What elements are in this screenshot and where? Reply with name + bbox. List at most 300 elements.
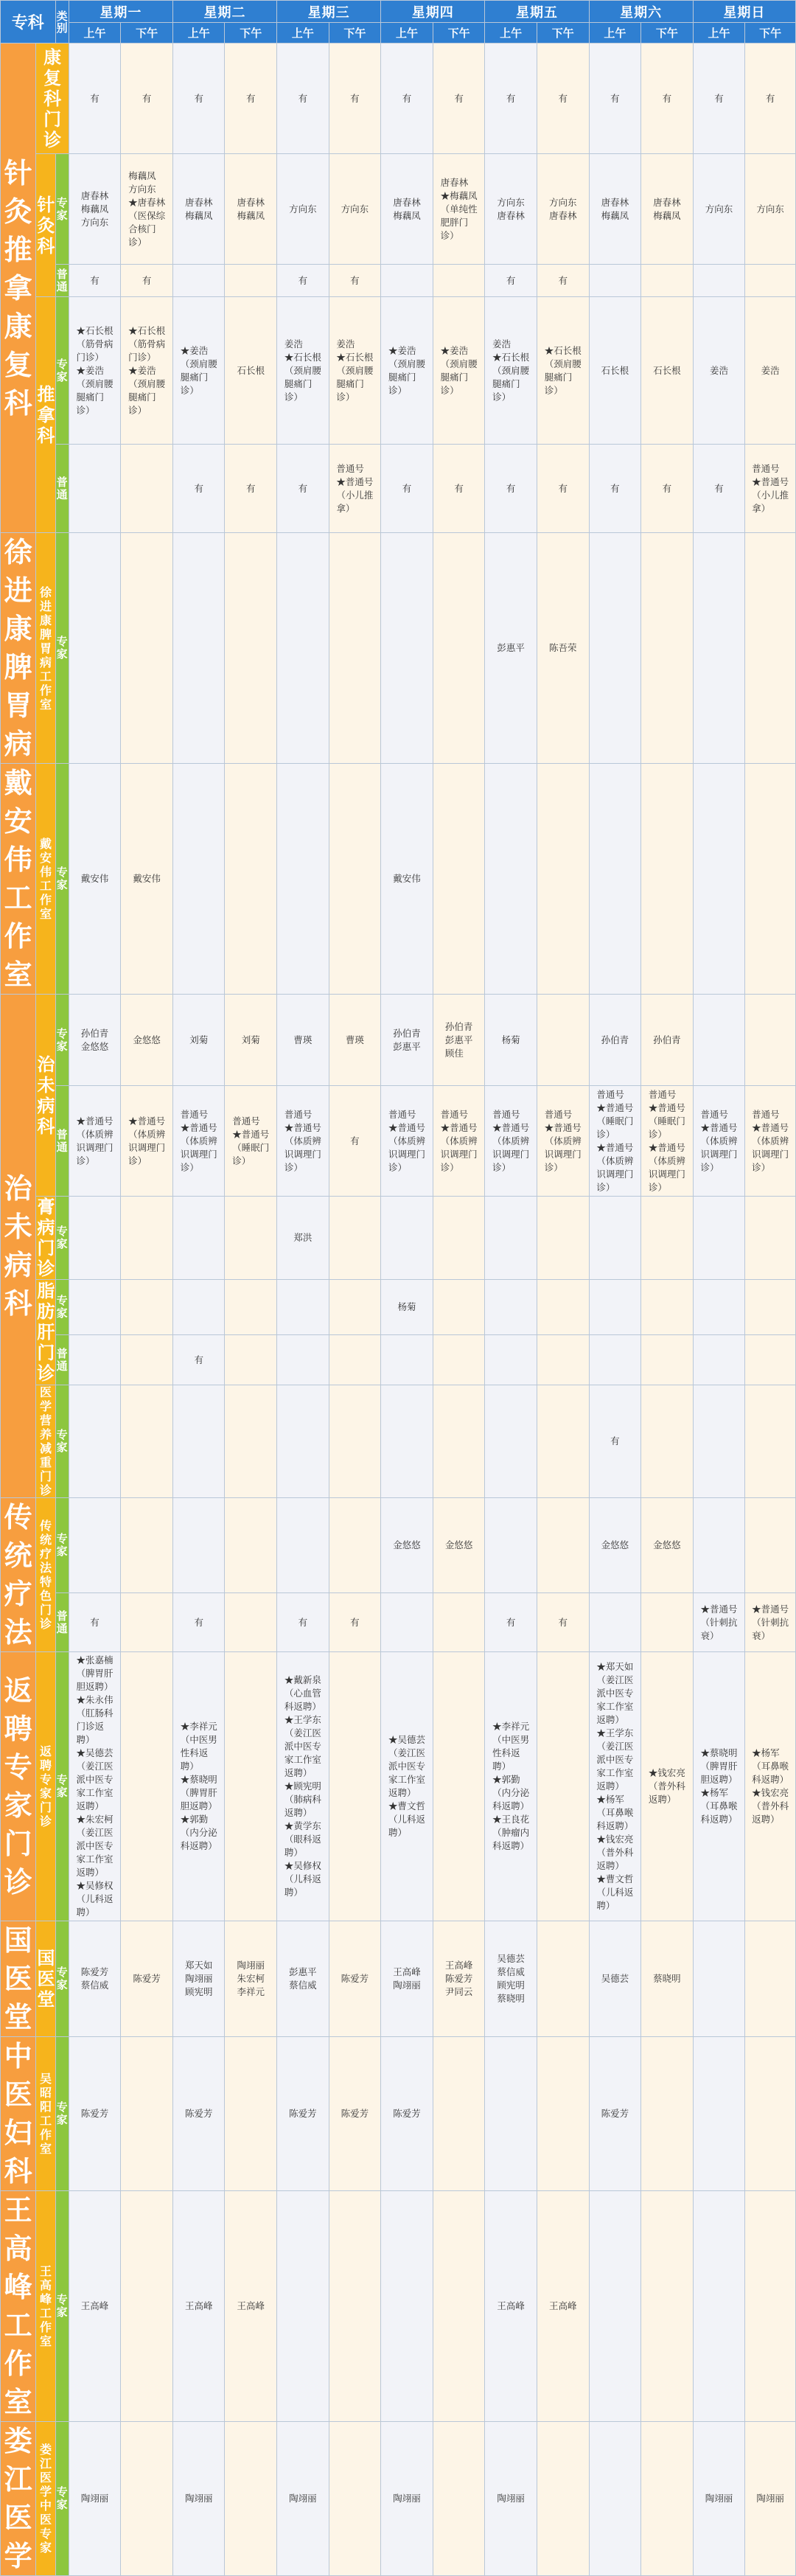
visit-type-label <box>55 1593 69 1652</box>
day-header: 星期六 <box>589 1 693 23</box>
schedule-cell-text: ★石长根 （筋骨病 门诊） ★姜浩 （颈肩腰 腿痛门 诊） <box>76 324 114 416</box>
schedule-cell <box>277 1498 329 1593</box>
schedule-cell-text: 有 <box>298 274 308 286</box>
schedule-cell <box>277 1652 329 1921</box>
day-header: 星期日 <box>693 1 795 23</box>
day-header: 星期四 <box>381 1 485 23</box>
schedule-cell <box>745 1335 796 1385</box>
schedule-row <box>1 265 796 297</box>
schedule-cell <box>69 995 121 1086</box>
schedule-cell-text: 有 <box>350 274 360 286</box>
schedule-cell-text: 彭惠平 <box>497 642 525 653</box>
am-header: 上午 <box>69 23 121 43</box>
schedule-cell-text: 有 <box>194 1354 203 1365</box>
schedule-row <box>1 1197 796 1280</box>
schedule-cell <box>693 445 745 533</box>
schedule-cell <box>329 1086 381 1197</box>
schedule-cell <box>745 2422 796 2576</box>
schedule-cell-text: 普通号 ★普通号 （小儿推 拿） <box>336 462 374 514</box>
schedule-cell <box>641 1385 694 1498</box>
schedule-cell-text: 孙伯青 彭惠平 <box>393 1027 421 1052</box>
visit-type-label <box>55 764 69 995</box>
schedule-cell-text: 王高峰 <box>237 2300 265 2311</box>
schedule-cell <box>277 2037 329 2191</box>
schedule-cell <box>225 43 277 154</box>
schedule-cell <box>121 1593 173 1652</box>
schedule-cell <box>641 1280 694 1335</box>
schedule-cell-text: 有 <box>350 1616 360 1628</box>
schedule-cell-text: ★李祥元 （中医男 性科返 聘） ★郭勤 （内分泌 科返聘） ★王良花 （肿瘤内 科返聘） <box>492 1721 530 1851</box>
schedule-cell-text: 石长根 <box>601 364 629 376</box>
schedule-row <box>1 297 796 445</box>
schedule-cell <box>225 1498 277 1593</box>
schedule-cell-text: 普通号 ★普通号 （体质辨 识调理门 诊） <box>544 1108 582 1173</box>
visit-type-label <box>55 297 69 445</box>
schedule-cell <box>277 297 329 445</box>
schedule-cell <box>537 43 589 154</box>
subclinic-label <box>36 1498 55 1652</box>
department-label <box>1 1652 36 1921</box>
schedule-cell <box>537 1593 589 1652</box>
schedule-cell-text: 金悠悠 <box>653 1539 681 1551</box>
schedule-cell <box>745 1385 796 1498</box>
schedule-cell <box>693 1652 745 1921</box>
schedule-cell <box>537 2422 589 2576</box>
schedule-cell-text: 有 <box>610 482 620 494</box>
schedule-cell <box>641 1652 694 1921</box>
schedule-cell <box>693 1086 745 1197</box>
schedule-cell-text: 刘菊 <box>241 1034 260 1045</box>
visit-type-label <box>55 2037 69 2191</box>
schedule-cell-text: ★杨军 （耳鼻喉 科返聘） ★钱宏亮 （普外科 返聘） <box>752 1747 789 1825</box>
schedule-cell <box>433 297 485 445</box>
schedule-cell-text: 有 <box>350 1135 360 1146</box>
schedule-cell <box>121 1197 173 1280</box>
schedule-cell <box>641 1593 694 1652</box>
schedule-cell <box>381 1921 433 2037</box>
schedule-cell <box>589 995 641 1086</box>
schedule-cell <box>225 1652 277 1921</box>
schedule-cell <box>329 445 381 533</box>
schedule-cell <box>537 1086 589 1197</box>
schedule-cell <box>277 1921 329 2037</box>
visit-type-text: 专家 <box>56 2485 68 2511</box>
schedule-cell <box>329 265 381 297</box>
schedule-cell <box>329 43 381 154</box>
schedule-cell <box>745 154 796 265</box>
schedule-cell <box>485 43 537 154</box>
schedule-cell-text: 姜浩 <box>761 364 780 376</box>
schedule-cell-text: ★蔡晓明 （脾胃肝 胆返聘） ★杨军 （耳鼻喉 科返聘） <box>700 1747 738 1825</box>
schedule-cell <box>121 154 173 265</box>
schedule-cell-text: 王高峰 <box>497 2300 525 2311</box>
visit-type-label <box>55 154 69 265</box>
schedule-cell-text: 普通号 ★普通号 （体质辨 识调理门 诊） <box>388 1108 426 1173</box>
schedule-cell <box>69 1385 121 1498</box>
schedule-cell <box>485 995 537 1086</box>
schedule-cell <box>485 445 537 533</box>
schedule-cell <box>485 2037 537 2191</box>
schedule-cell-text: 唐春林 梅藕凤 <box>237 196 265 221</box>
schedule-cell <box>485 1593 537 1652</box>
schedule-cell <box>225 265 277 297</box>
schedule-cell-text: 普通号 ★普通号 （体质辨 识调理门 诊） <box>180 1108 217 1173</box>
schedule-cell <box>225 1197 277 1280</box>
visit-type-text: 专家 <box>56 1294 68 1320</box>
schedule-cell <box>745 445 796 533</box>
schedule-cell <box>537 2191 589 2422</box>
schedule-cell <box>745 764 796 995</box>
schedule-cell <box>277 995 329 1086</box>
schedule-cell <box>745 1593 796 1652</box>
schedule-cell <box>69 154 121 265</box>
schedule-cell <box>745 43 796 154</box>
subclinic-label-text: 传统疗法特色门诊 <box>39 1519 52 1631</box>
visit-type-label <box>55 1652 69 1921</box>
schedule-cell-text: 王高峰 <box>80 2300 109 2311</box>
schedule-cell <box>69 1498 121 1593</box>
schedule-cell <box>589 1385 641 1498</box>
schedule-cell <box>433 1086 485 1197</box>
schedule-cell-text: 方向东 唐春林 <box>548 196 577 221</box>
schedule-cell-text: 有 <box>142 92 152 104</box>
schedule-cell <box>172 1086 225 1197</box>
schedule-cell <box>329 1335 381 1385</box>
schedule-cell-text: 吴德芸 <box>601 1973 629 1984</box>
schedule-cell-text: 有 <box>506 274 516 286</box>
subclinic-label-text: 膏病门诊 <box>37 1197 55 1279</box>
department-label <box>1 1498 36 1652</box>
visit-type-text: 专家 <box>56 866 68 891</box>
schedule-cell-text: 陶翊丽 <box>756 2493 784 2504</box>
schedule-cell <box>641 445 694 533</box>
department-label <box>1 995 36 1498</box>
schedule-cell <box>121 297 173 445</box>
visit-type-label <box>55 1498 69 1593</box>
schedule-cell-text: 有 <box>142 274 152 286</box>
schedule-cell <box>537 533 589 764</box>
visit-type-text: 专家 <box>56 1532 68 1559</box>
schedule-cell-text: 陈爱芳 蔡信威 <box>80 1966 109 1991</box>
schedule-cell <box>277 154 329 265</box>
visit-type-label <box>55 2422 69 2576</box>
visit-type-text: 专家 <box>56 357 68 383</box>
schedule-cell-text: 方向东 <box>289 203 317 215</box>
schedule-cell-text: 姜浩 <box>709 364 728 376</box>
schedule-cell <box>381 764 433 995</box>
schedule-cell <box>121 1335 173 1385</box>
schedule-cell <box>693 995 745 1086</box>
schedule-cell-text: 唐春林 ★梅藕凤 （单纯性 肥胖门 诊） <box>440 176 478 241</box>
visit-type-label <box>55 1280 69 1335</box>
schedule-cell <box>381 1498 433 1593</box>
schedule-cell-text: 陈爱芳 <box>184 2108 213 2119</box>
schedule-cell <box>485 265 537 297</box>
schedule-cell-text: 陈爱芳 <box>133 1973 161 1984</box>
schedule-cell <box>172 1652 225 1921</box>
schedule-cell <box>641 1197 694 1280</box>
schedule-cell <box>641 1921 694 2037</box>
schedule-cell-text: 普通号 ★普通号 （睡眠门 诊） ★普通号 （体质辨 识调理门 诊） <box>596 1088 634 1193</box>
schedule-cell <box>172 1335 225 1385</box>
schedule-cell <box>329 154 381 265</box>
schedule-cell <box>277 1385 329 1498</box>
schedule-cell <box>69 2037 121 2191</box>
schedule-cell-text: ★张嘉楠 （脾胃肝 胆返聘） ★朱永伟 （肛肠科 门诊返 聘） ★吴德芸 （姜江医 派中医专 家工作室 返聘） ★朱宏柯 （姜江医 派中医专 家工作室 返聘） ★吴修权 （儿科返 聘） <box>76 1654 114 1918</box>
schedule-cell-text: 姜浩 ★石长根 （颈肩腰 腿痛门 诊） <box>492 338 530 403</box>
schedule-cell-text: 有 <box>662 92 672 104</box>
day-header: 星期三 <box>277 1 381 23</box>
schedule-cell <box>693 1335 745 1385</box>
schedule-cell <box>277 43 329 154</box>
schedule-cell-text: ★普通号 （针刺抗 衰） <box>752 1603 789 1641</box>
schedule-cell <box>537 265 589 297</box>
schedule-cell-text: 普通号 ★普通号 （体质辨 识调理门 诊） <box>492 1108 530 1173</box>
schedule-row <box>1 1593 796 1652</box>
schedule-cell <box>485 1086 537 1197</box>
schedule-cell <box>381 2037 433 2191</box>
schedule-cell <box>693 43 745 154</box>
schedule-cell <box>745 1652 796 1921</box>
schedule-cell-text: 陶翊丽 朱宏柯 李祥元 <box>237 1960 265 1997</box>
schedule-cell-text: 蔡晓明 <box>653 1973 681 1984</box>
schedule-cell <box>641 2037 694 2191</box>
schedule-cell-text: 有 <box>90 274 100 286</box>
schedule-cell <box>433 43 485 154</box>
subclinic-label-text: 吴昭阳工作室 <box>39 2072 52 2156</box>
schedule-cell <box>537 1652 589 1921</box>
schedule-cell-text: 普通号 ★普通号 （睡眠门 诊） <box>232 1115 270 1166</box>
schedule-cell <box>172 297 225 445</box>
schedule-cell-text: 王高峰 陶翊丽 <box>393 1966 421 1991</box>
schedule-cell <box>745 1197 796 1280</box>
schedule-cell <box>537 1385 589 1498</box>
visit-type-label <box>55 1921 69 2037</box>
schedule-cell-text: 有 <box>454 482 464 494</box>
schedule-cell-text: 有 <box>298 482 308 494</box>
schedule-cell-text: ★普通号 （体质辨 识调理门 诊） <box>76 1115 114 1166</box>
schedule-cell <box>172 2422 225 2576</box>
am-header: 上午 <box>485 23 537 43</box>
schedule-cell <box>485 2422 537 2576</box>
subclinic-label-text: 治未病科 <box>37 1054 55 1137</box>
schedule-cell <box>69 533 121 764</box>
schedule-cell-text: 有 <box>506 1616 516 1628</box>
schedule-cell <box>381 154 433 265</box>
schedule-cell <box>433 1498 485 1593</box>
schedule-cell <box>121 1280 173 1335</box>
visit-type-label <box>55 2191 69 2422</box>
visit-type-label <box>55 265 69 297</box>
schedule-cell <box>381 43 433 154</box>
schedule-cell <box>225 1593 277 1652</box>
subclinic-label-text: 脂肪肝门诊 <box>37 1281 55 1384</box>
schedule-cell-text: 金悠悠 <box>601 1539 629 1551</box>
schedule-cell <box>381 1652 433 1921</box>
visit-type-label <box>55 533 69 764</box>
schedule-row <box>1 2191 796 2422</box>
schedule-body <box>1 43 796 2576</box>
department-label <box>1 2191 36 2422</box>
visit-type-text: 普通 <box>56 1609 68 1635</box>
department-label-text: 返聘专家门诊 <box>4 1674 32 1898</box>
schedule-cell <box>69 1086 121 1197</box>
schedule-cell <box>329 1498 381 1593</box>
schedule-cell <box>589 764 641 995</box>
pm-header: 下午 <box>745 23 796 43</box>
visit-type-label <box>55 995 69 1086</box>
department-label-text: 国医堂 <box>4 1924 32 2033</box>
visit-type-label <box>55 445 69 533</box>
schedule-cell <box>589 1280 641 1335</box>
schedule-cell <box>485 533 537 764</box>
schedule-cell <box>693 1385 745 1498</box>
schedule-cell-text: ★钱宏亮 （普外科 返聘） <box>648 1767 685 1805</box>
department-label <box>1 764 36 995</box>
schedule-cell-text: 彭惠平 蔡信威 <box>289 1966 317 1991</box>
schedule-cell-text: 有 <box>350 92 360 104</box>
visit-type-text: 专家 <box>56 2293 68 2319</box>
schedule-cell <box>225 1086 277 1197</box>
visit-type-text: 专家 <box>56 635 68 661</box>
schedule-cell-text: 普通号 ★普通号 （小儿推 拿） <box>752 462 789 514</box>
schedule-cell <box>485 1652 537 1921</box>
subclinic-label <box>36 1385 55 1498</box>
schedule-cell <box>381 2422 433 2576</box>
schedule-cell <box>537 1921 589 2037</box>
schedule-cell-text: 有 <box>506 92 516 104</box>
schedule-cell-text: 石长根 <box>653 364 681 376</box>
schedule-cell <box>589 297 641 445</box>
schedule-cell <box>433 265 485 297</box>
schedule-cell-text: 梅藕凤 方向东 ★唐春林 （医保综 合核门 诊） <box>128 170 166 248</box>
schedule-cell <box>485 154 537 265</box>
visit-type-text: 专家 <box>56 2100 68 2126</box>
schedule-cell <box>485 1385 537 1498</box>
schedule-row <box>1 995 796 1086</box>
schedule-row <box>1 764 796 995</box>
schedule-cell-text: ★姜浩 （颈肩腰 腿痛门 诊） <box>180 344 217 396</box>
schedule-cell <box>433 1921 485 2037</box>
subclinic-label <box>36 1197 55 1280</box>
schedule-cell <box>537 2037 589 2191</box>
schedule-cell <box>537 1498 589 1593</box>
schedule-cell-text: 陈爱芳 <box>341 1973 369 1984</box>
department-label-text: 传统疗法 <box>4 1501 32 1649</box>
visit-type-text: 专家 <box>56 1428 68 1454</box>
schedule-cell <box>693 2422 745 2576</box>
schedule-cell-text: 唐春林 梅藕凤 <box>184 196 213 221</box>
schedule-cell <box>537 445 589 533</box>
schedule-cell-text: 王高峰 陈爱芳 尹同云 <box>444 1960 473 1997</box>
visit-type-text: 普通 <box>56 1346 68 1373</box>
schedule-row <box>1 2037 796 2191</box>
schedule-cell <box>172 2191 225 2422</box>
subclinic-label <box>36 154 55 297</box>
schedule-cell <box>381 265 433 297</box>
schedule-cell <box>433 2037 485 2191</box>
schedule-cell <box>329 1280 381 1335</box>
schedule-cell <box>121 2422 173 2576</box>
schedule-cell <box>121 43 173 154</box>
subclinic-label-text: 推拿科 <box>37 383 55 446</box>
schedule-cell <box>433 995 485 1086</box>
schedule-cell <box>745 297 796 445</box>
schedule-cell-text: 唐春林 梅藕凤 方向东 <box>80 189 109 228</box>
visit-type-text: 专家 <box>56 195 68 222</box>
schedule-cell <box>641 1335 694 1385</box>
visit-type-text: 普通 <box>56 267 68 293</box>
pm-header: 下午 <box>225 23 277 43</box>
schedule-cell-text: 有 <box>298 92 308 104</box>
schedule-cell <box>329 1921 381 2037</box>
department-label-text: 治未病科 <box>4 1172 32 1320</box>
schedule-cell <box>172 1197 225 1280</box>
department-label-text: 中医妇科 <box>4 2040 32 2187</box>
schedule-cell <box>485 1197 537 1280</box>
schedule-row <box>1 43 796 154</box>
schedule-cell-text: ★郑天如 （姜江医 派中医专 家工作室 返聘） ★王学东 （姜江医 派中医专 家工作室 返聘） ★杨军 （耳鼻喉 科返聘） ★钱宏亮 （普外科 返聘） ★曹文哲 （儿科返 聘） <box>596 1661 634 1911</box>
schedule-cell <box>381 1335 433 1385</box>
dept-header: 专科 <box>1 1 56 43</box>
visit-type-label <box>55 1385 69 1498</box>
schedule-cell-text: 有 <box>90 92 100 104</box>
schedule-cell <box>485 1335 537 1385</box>
schedule-cell <box>172 154 225 265</box>
schedule-cell <box>745 533 796 764</box>
day-header: 星期二 <box>172 1 276 23</box>
schedule-cell <box>329 2422 381 2576</box>
schedule-cell <box>589 533 641 764</box>
schedule-cell-text: 陈爱芳 <box>601 2108 629 2119</box>
schedule-cell-text: 有 <box>558 274 568 286</box>
schedule-cell <box>589 1086 641 1197</box>
schedule-cell <box>69 764 121 995</box>
department-label-text: 王高峰工作室 <box>4 2194 32 2418</box>
schedule-cell <box>172 265 225 297</box>
schedule-cell-text: 普通号 ★普通号 （体质辨 识调理门 诊） <box>284 1108 321 1173</box>
schedule-cell-text: 有 <box>402 482 412 494</box>
schedule-cell-text: 王高峰 <box>184 2300 213 2311</box>
schedule-cell <box>381 995 433 1086</box>
schedule-cell <box>172 1593 225 1652</box>
schedule-cell <box>172 445 225 533</box>
schedule-cell <box>381 1593 433 1652</box>
schedule-row <box>1 1280 796 1335</box>
schedule-cell <box>225 154 277 265</box>
schedule-cell-text: ★姜浩 （颈肩腰 腿痛门 诊） <box>440 344 478 396</box>
am-header: 上午 <box>277 23 329 43</box>
subclinic-label <box>36 43 69 154</box>
schedule-cell-text: 陶翊丽 <box>80 2493 109 2504</box>
schedule-cell <box>433 1385 485 1498</box>
subclinic-label <box>36 1652 55 1921</box>
department-label <box>1 1921 36 2037</box>
schedule-cell <box>433 1280 485 1335</box>
schedule-row <box>1 154 796 265</box>
schedule-cell <box>225 2037 277 2191</box>
schedule-cell-text: 方向东 <box>756 203 784 215</box>
schedule-cell <box>172 533 225 764</box>
schedule-cell-text: 唐春林 梅藕凤 <box>653 196 681 221</box>
schedule-cell-text: 杨菊 <box>501 1034 520 1045</box>
schedule-cell-text: 唐春林 梅藕凤 <box>393 196 421 221</box>
schedule-cell <box>121 1086 173 1197</box>
schedule-cell <box>641 764 694 995</box>
schedule-row <box>1 1086 796 1197</box>
schedule-cell <box>121 1385 173 1498</box>
visit-type-text: 普通 <box>56 1127 68 1154</box>
